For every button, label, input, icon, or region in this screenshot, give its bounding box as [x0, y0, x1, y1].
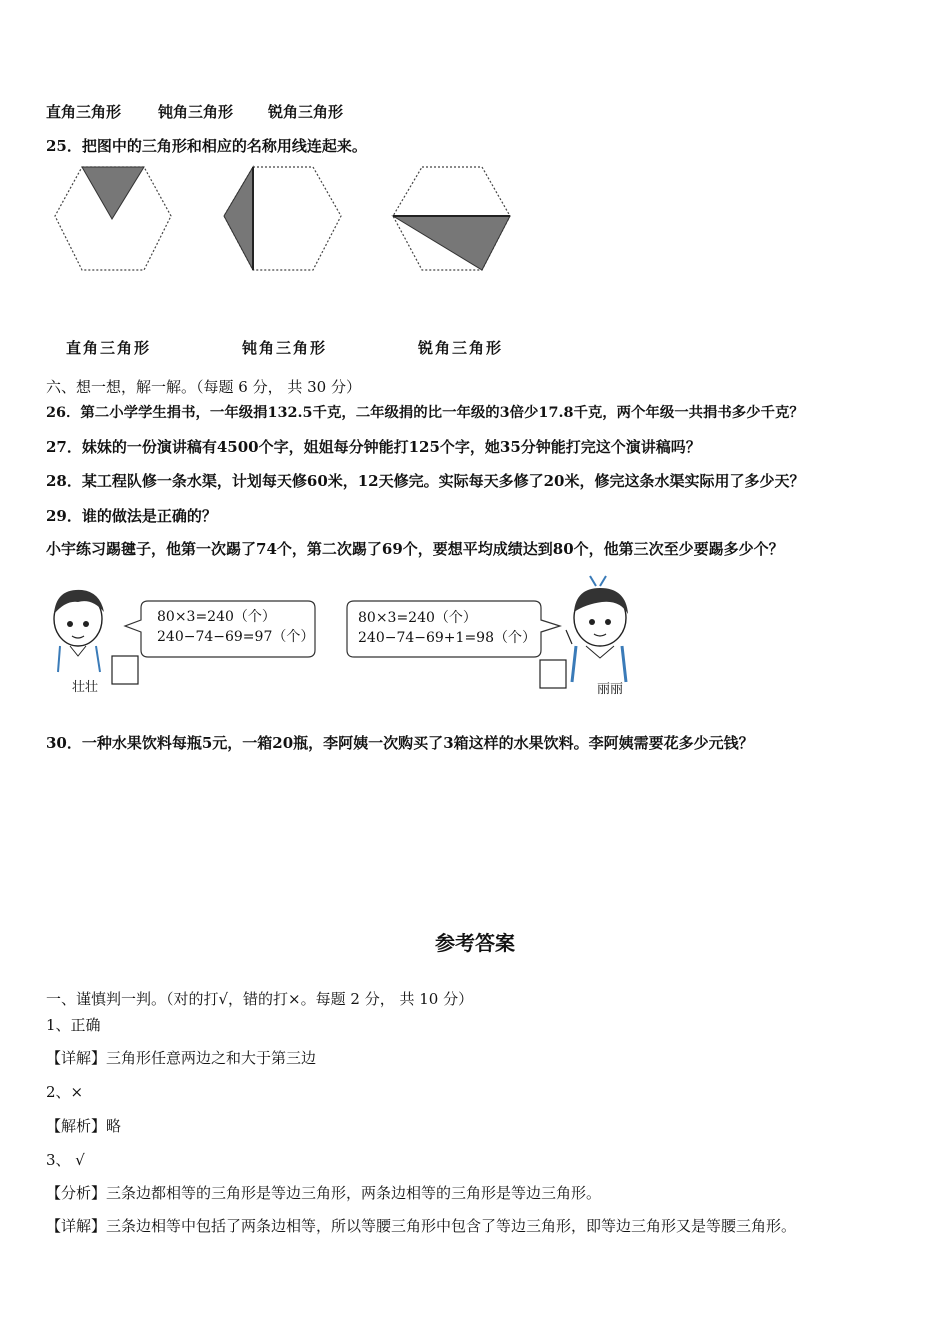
question-29-text: 小宇练习踢毽子，他第一次踢了74个，第二次踢了69个，要想平均成绩达到80个，他第三次至少要踢多少个？ — [46, 540, 784, 558]
answer-1-detail: 【详解】三角形任意两边之和大于第三边 — [46, 1049, 317, 1067]
left-bubble-line-2: 240−74−69=97（个） — [157, 629, 315, 645]
answer-2: 2、× — [46, 1083, 84, 1101]
shaded-triangle-2 — [224, 167, 253, 270]
left-bubble-line-1: 80×3=240（个） — [157, 609, 276, 625]
shaded-triangle-3 — [393, 216, 510, 270]
answer-3-analysis: 【分析】三条边都相等的三角形是等边三角形，两条边相等的三角形是等边三角形。 — [46, 1184, 602, 1202]
question-29: 29．谁的做法是正确的？ — [46, 507, 217, 525]
question-28: 28．某工程队修一条水渠，计划每天修60米，12天修完。实际每天多修了20米，修完这条水渠实际用了多少天？ — [46, 472, 805, 490]
question-25: 25．把图中的三角形和相应的名称用线连起来。 — [46, 137, 367, 155]
shaded-triangle-1 — [82, 167, 144, 219]
boy-answer-box — [112, 656, 138, 684]
answer-2-detail: 【解析】略 — [46, 1117, 122, 1135]
top-label-right: 直角三角形 — [46, 103, 122, 121]
girl-answer-box — [540, 660, 566, 688]
question-27: 27．妹妹的一份演讲稿有4500个字，姐姐每分钟能打125个字，她35分钟能打完这个演讲稿吗？ — [46, 438, 701, 456]
top-label-acute: 锐角三角形 — [268, 103, 344, 121]
answer-title: 参考答案 — [435, 931, 515, 955]
section-1-heading: 一、谨慎判一判。（对的打√，错的打×。每题 2 分， 共 10 分） — [46, 990, 474, 1008]
hexagon-figure-2 — [220, 164, 344, 274]
girl-illustration — [536, 572, 640, 694]
right-bubble-line-1: 80×3=240（个） — [358, 610, 477, 626]
question-26: 26．第二小学学生捐书，一年级捐132.5千克，二年级捐的比一年级的3倍少17.8千克，两个年级一共捐书多少千克？ — [46, 404, 804, 421]
shape-label-obtuse: 钝角三角形 — [242, 339, 328, 357]
hexagon-figure-3 — [390, 164, 514, 274]
hexagon-figure-1 — [52, 164, 174, 274]
section-6-heading: 六、想一想，解一解。（每题 6 分， 共 30 分） — [46, 378, 361, 396]
shape-label-right: 直角三角形 — [66, 339, 152, 357]
answer-3: 3、 √ — [46, 1151, 85, 1169]
right-bubble-line-2: 240−74−69+1=98（个） — [358, 630, 536, 646]
answer-3-detail: 【详解】三条边相等中包括了两条边相等，所以等腰三角形中包含了等边三角形，即等边三角形又是等腰三角形。 — [46, 1217, 797, 1235]
girl-name: 丽丽 — [597, 682, 624, 697]
top-label-obtuse: 钝角三角形 — [158, 103, 234, 121]
answer-1: 1、正确 — [46, 1016, 101, 1034]
boy-name: 壮壮 — [72, 680, 99, 695]
question-30: 30．一种水果饮料每瓶5元，一箱20瓶，李阿姨一次购买了3箱这样的水果饮料。李阿姨需要花多少元钱？ — [46, 734, 754, 752]
shape-label-acute: 锐角三角形 — [418, 339, 504, 357]
